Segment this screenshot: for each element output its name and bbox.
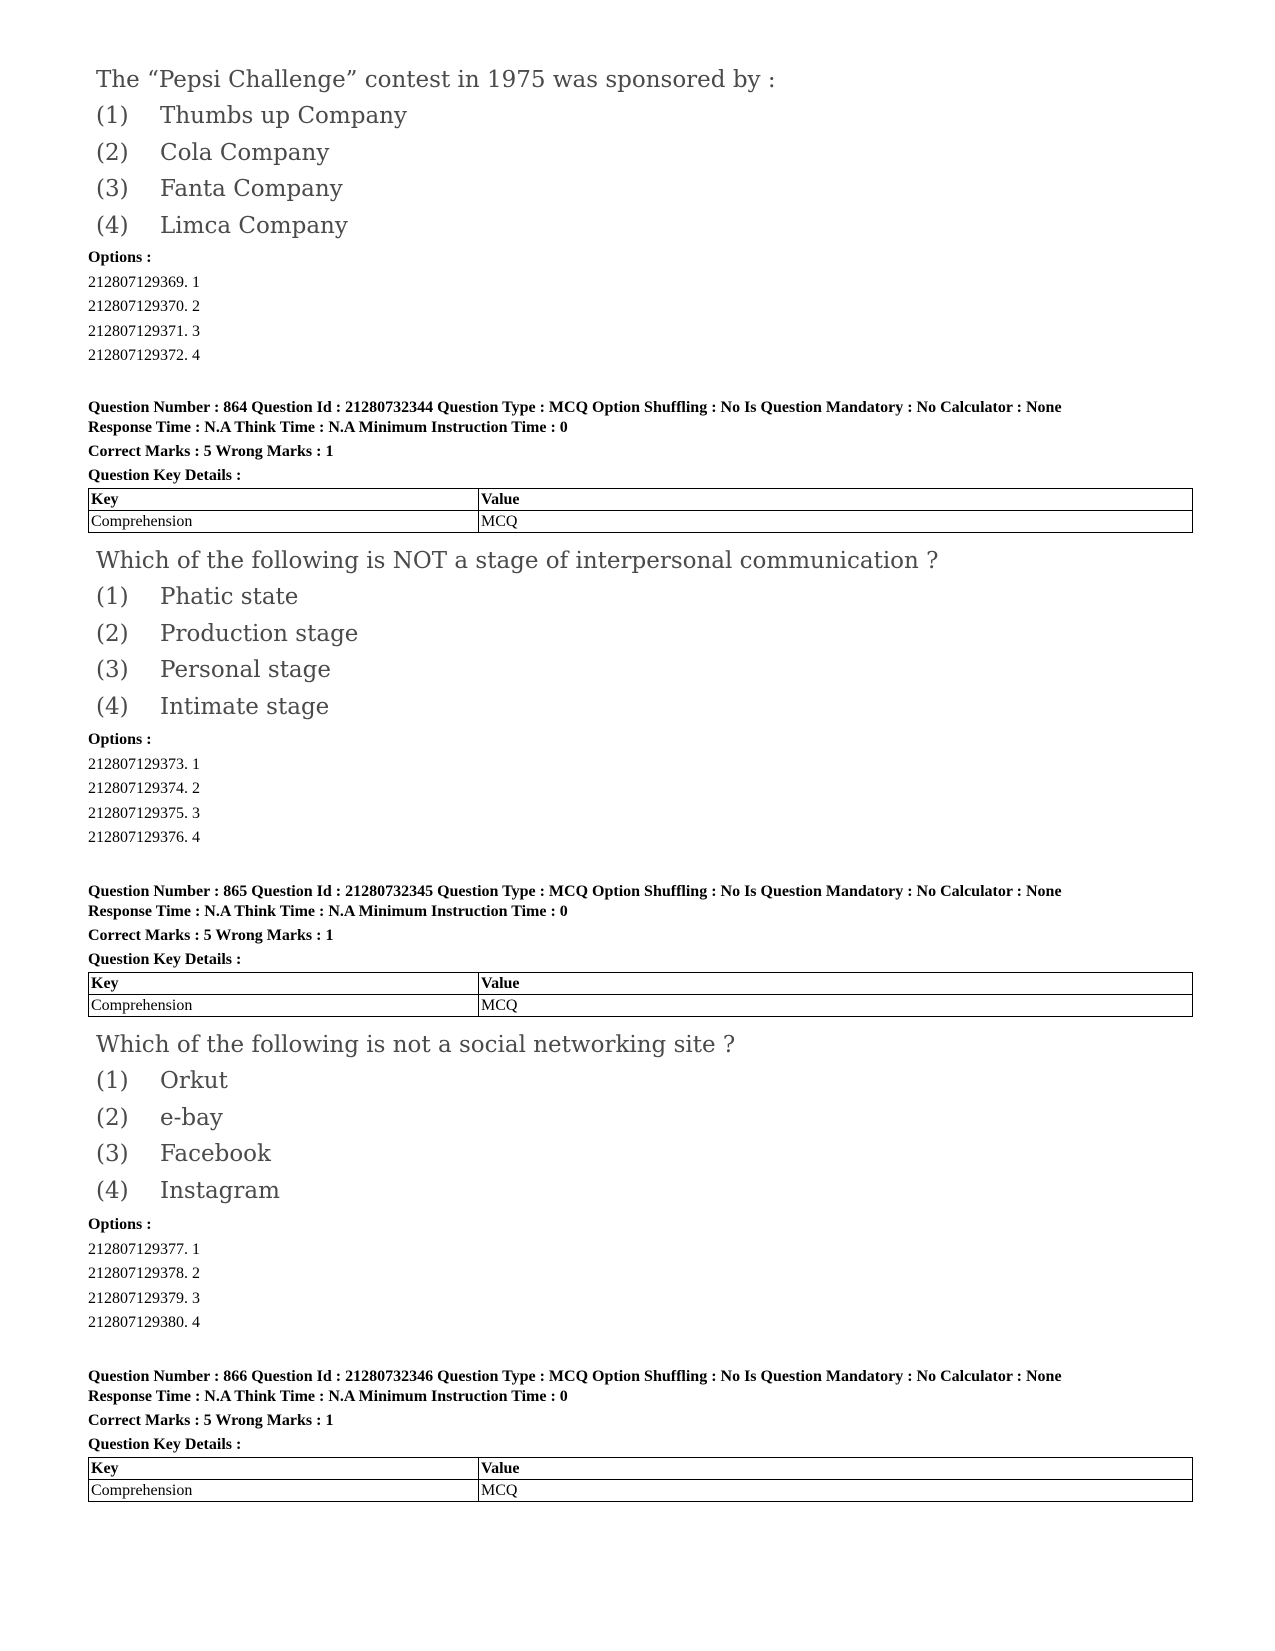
key-details-label: Question Key Details : [88,1436,242,1453]
question-stem: Which of the following is not a social networking site ? [96,1032,736,1058]
option-id: 212807129379. 3 [88,1289,200,1307]
choice-3 [96,171,776,208]
choice-1 [96,1063,735,1100]
choice-number: (2) [96,139,129,166]
choice-1 [96,98,776,135]
choice-text: Production stage [160,620,359,647]
choice-number: (1) [96,103,129,129]
choice-text: Intimate stage [160,693,330,720]
question-meta [88,398,1062,486]
option-id: 212807129370. 2 [88,298,200,315]
choice-number: (3) [96,1141,129,1167]
value-cell: MCQ [479,1480,1193,1502]
choice-text: e-bay [160,1104,223,1131]
choice-text: Phatic state [160,584,299,610]
key-value-table [88,972,1193,1017]
question-image-pepsi [96,62,776,244]
option-id: 212807129374. 2 [88,780,200,797]
choice-number: (4) [96,212,129,239]
key-cell: Comprehension [89,1480,479,1502]
options-list [88,246,200,369]
options-list [88,728,200,851]
choice-number: (1) [96,1068,129,1094]
key-cell: Comprehension [89,995,479,1017]
choice-text: Cola Company [160,139,330,166]
choice-text: Limca Company [160,212,348,239]
choice-text: Instagram [160,1177,280,1204]
question-stem: The “Pepsi Challenge” contest in 1975 was sponsored by : [96,67,776,93]
question-meta-line: Response Time : N.A Think Time : N.A Minimum Instruction Time : 0 [88,419,568,436]
options-label: Options : [88,249,152,266]
options-list [88,1213,200,1336]
marks-line: Correct Marks : 5 Wrong Marks : 1 [88,927,334,944]
question-meta-line: Question Number : 864 Question Id : 21280732344 Question Type : MCQ Option Shuffling : No Is Question Mandatory : No Calculator : None [88,399,1062,416]
key-header: Key [89,1458,479,1480]
choice-text: Thumbs up Company [160,103,407,129]
option-id: 212807129375. 3 [88,804,200,822]
choice-3 [96,652,939,689]
option-id: 212807129380. 4 [88,1314,200,1331]
choice-2 [96,135,776,172]
choice-1 [96,579,939,616]
question-meta [88,882,1062,970]
question-meta-line: Response Time : N.A Think Time : N.A Minimum Instruction Time : 0 [88,1388,568,1405]
question-meta-line: Question Number : 866 Question Id : 21280732346 Question Type : MCQ Option Shuffling : No Is Question Mandatory : No Calculator : None [88,1368,1062,1385]
value-cell: MCQ [479,995,1193,1017]
choice-number: (3) [96,176,129,202]
key-details-label: Question Key Details : [88,951,242,968]
choice-text: Facebook [160,1141,271,1167]
key-header: Key [89,489,479,511]
choice-text: Fanta Company [160,176,343,202]
key-details-label: Question Key Details : [88,467,242,484]
option-id: 212807129378. 2 [88,1265,200,1282]
choice-2 [96,616,939,653]
marks-line: Correct Marks : 5 Wrong Marks : 1 [88,443,334,460]
choice-number: (4) [96,693,129,720]
question-image-social-networking [96,1027,735,1209]
question-image-communication [96,543,939,725]
options-label: Options : [88,1216,152,1233]
choice-4 [96,208,776,245]
option-id: 212807129372. 4 [88,347,200,364]
choice-4 [96,689,939,726]
key-header: Key [89,973,479,995]
key-value-table [88,488,1193,533]
choice-number: (4) [96,1177,129,1204]
choice-3 [96,1136,735,1173]
value-cell: MCQ [479,511,1193,533]
choice-number: (3) [96,657,129,683]
choice-number: (2) [96,1104,129,1131]
question-meta-line: Response Time : N.A Think Time : N.A Minimum Instruction Time : 0 [88,903,568,920]
value-header: Value [479,489,1193,511]
marks-line: Correct Marks : 5 Wrong Marks : 1 [88,1412,334,1429]
question-stem: Which of the following is NOT a stage of interpersonal communication ? [96,548,939,574]
option-id: 212807129373. 1 [88,755,200,773]
option-id: 212807129377. 1 [88,1240,200,1258]
question-meta [88,1367,1062,1455]
question-meta-line: Question Number : 865 Question Id : 21280732345 Question Type : MCQ Option Shuffling : No Is Question Mandatory : No Calculator : None [88,883,1062,900]
choice-number: (1) [96,584,129,610]
option-id: 212807129376. 4 [88,829,200,846]
option-id: 212807129369. 1 [88,273,200,291]
options-label: Options : [88,731,152,748]
choice-4 [96,1173,735,1210]
key-value-table [88,1457,1193,1502]
key-cell: Comprehension [89,511,479,533]
choice-number: (2) [96,620,129,647]
choice-text: Personal stage [160,657,331,683]
value-header: Value [479,1458,1193,1480]
value-header: Value [479,973,1193,995]
choice-text: Orkut [160,1068,228,1094]
choice-2 [96,1100,735,1137]
option-id: 212807129371. 3 [88,322,200,340]
